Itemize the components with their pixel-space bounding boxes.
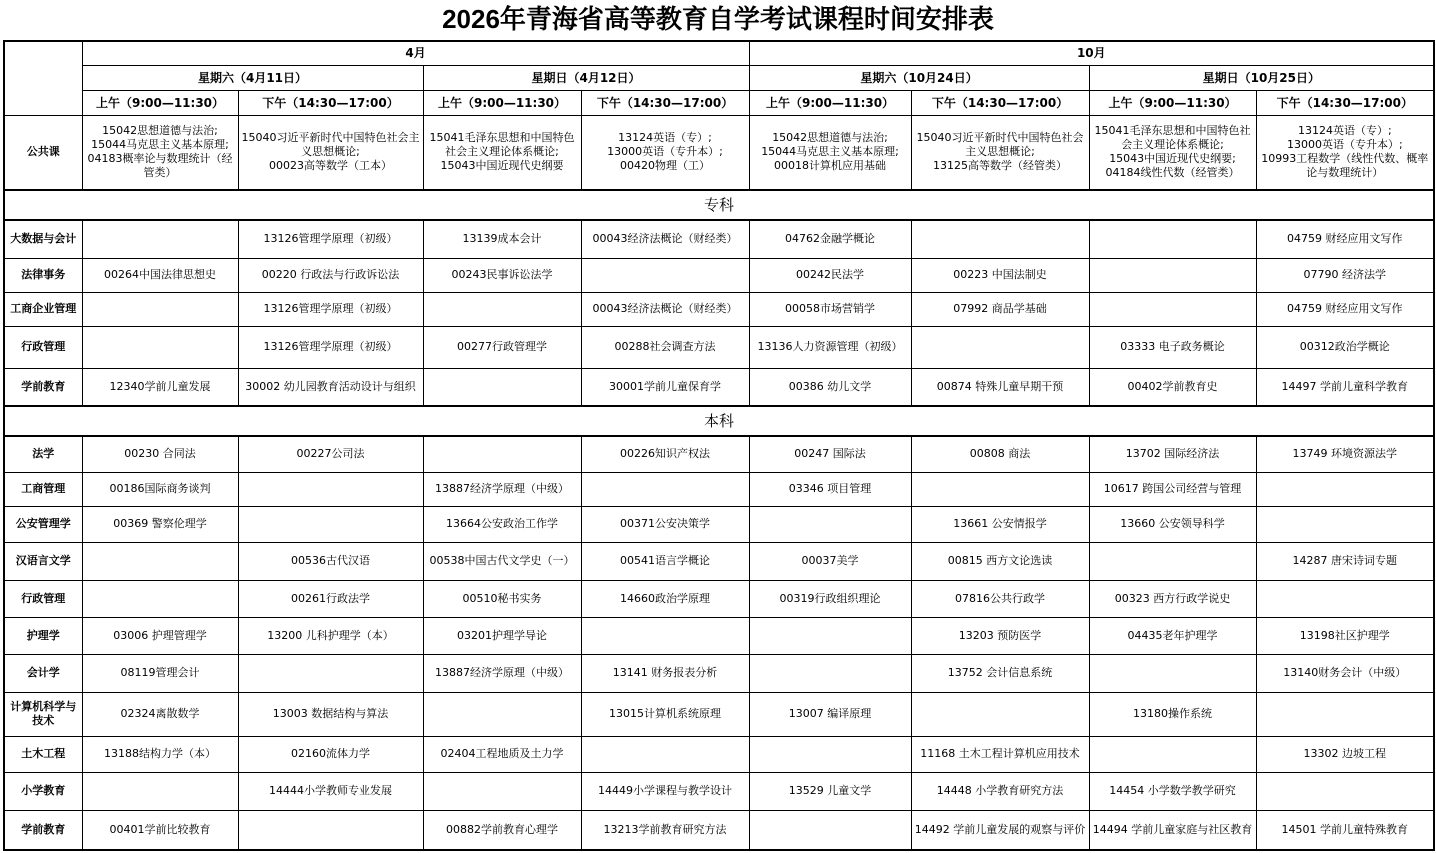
course-cell: 02160流体力学 xyxy=(238,736,423,772)
session-header: 下午（14:30—17:00） xyxy=(238,90,423,115)
course-cell: 07992 商品学基础 xyxy=(911,292,1089,326)
session-header: 上午（9:00—11:30） xyxy=(423,90,581,115)
session-header: 上午（9:00—11:30） xyxy=(749,90,911,115)
course-cell xyxy=(581,472,749,506)
course-cell xyxy=(1256,506,1434,542)
course-cell: 00037美学 xyxy=(749,542,911,580)
course-cell: 00227公司法 xyxy=(238,436,423,472)
course-cell: 13139成本会计 xyxy=(423,220,581,258)
exam-schedule-table xyxy=(3,40,1435,851)
course-cell: 00323 西方行政学说史 xyxy=(1089,580,1256,617)
table-row xyxy=(4,810,1434,850)
course-cell: 00815 西方文论选读 xyxy=(911,542,1089,580)
course-cell: 13749 环境资源法学 xyxy=(1256,436,1434,472)
course-cell: 13003 数据结构与算法 xyxy=(238,692,423,736)
course-cell: 13124英语（专）; 13000英语（专升本）; 00420物理（工） xyxy=(581,115,749,190)
course-cell xyxy=(82,542,238,580)
course-cell: 30002 幼儿园教育活动设计与组织 xyxy=(238,368,423,406)
day-header: 星期六（10月24日） xyxy=(749,65,1089,90)
row-label: 工商企业管理 xyxy=(4,292,82,326)
course-cell xyxy=(238,506,423,542)
section-header xyxy=(4,406,1434,436)
row-label: 公共课 xyxy=(4,115,82,190)
course-cell: 00402学前教育史 xyxy=(1089,368,1256,406)
table-row xyxy=(4,736,1434,772)
course-cell xyxy=(1089,542,1256,580)
session-header: 上午（9:00—11:30） xyxy=(82,90,238,115)
course-cell: 03333 电子政务概论 xyxy=(1089,326,1256,368)
course-cell: 00288社会调查方法 xyxy=(581,326,749,368)
row-label: 行政管理 xyxy=(4,326,82,368)
row-label: 大数据与会计 xyxy=(4,220,82,258)
course-cell: 15040习近平新时代中国特色社会主义思想概论; 00023高等数学（工本） xyxy=(238,115,423,190)
course-cell xyxy=(238,472,423,506)
course-cell: 13126管理学原理（初级） xyxy=(238,326,423,368)
course-cell: 00264中国法律思想史 xyxy=(82,258,238,292)
course-cell: 15041毛泽东思想和中国特色社会主义理论体系概论; 15043中国近现代史纲要 xyxy=(423,115,581,190)
row-label: 计算机科学与技术 xyxy=(4,692,82,736)
table-row xyxy=(4,220,1434,258)
course-cell: 00319行政组织理论 xyxy=(749,580,911,617)
course-cell: 13664公安政治工作学 xyxy=(423,506,581,542)
course-cell xyxy=(581,617,749,654)
course-cell: 04762金融学概论 xyxy=(749,220,911,258)
course-cell: 00808 商法 xyxy=(911,436,1089,472)
course-cell: 00242民法学 xyxy=(749,258,911,292)
course-cell xyxy=(423,436,581,472)
row-label: 学前教育 xyxy=(4,810,82,850)
course-cell: 13136人力资源管理（初级） xyxy=(749,326,911,368)
course-cell: 00043经济法概论（财经类） xyxy=(581,220,749,258)
table-row-public xyxy=(4,115,1434,190)
course-cell: 14449小学课程与教学设计 xyxy=(581,772,749,810)
course-cell xyxy=(82,580,238,617)
course-cell: 00043经济法概论（财经类） xyxy=(581,292,749,326)
course-cell: 15042思想道德与法治; 15044马克思主义基本原理; 00018计算机应用基础 xyxy=(749,115,911,190)
course-cell: 13126管理学原理（初级） xyxy=(238,220,423,258)
session-header: 下午（14:30—17:00） xyxy=(911,90,1089,115)
corner-cell xyxy=(4,41,82,115)
table-row xyxy=(4,542,1434,580)
course-cell: 00401学前比较教育 xyxy=(82,810,238,850)
course-cell xyxy=(423,772,581,810)
course-cell: 08119管理会计 xyxy=(82,654,238,692)
course-cell: 15042思想道德与法治; 15044马克思主义基本原理; 04183概率论与数理统计（经管类） xyxy=(82,115,238,190)
course-cell: 30001学前儿童保育学 xyxy=(581,368,749,406)
course-cell xyxy=(911,472,1089,506)
table-row xyxy=(4,472,1434,506)
row-label: 土木工程 xyxy=(4,736,82,772)
course-cell: 12340学前儿童发展 xyxy=(82,368,238,406)
course-cell: 13660 公安领导科学 xyxy=(1089,506,1256,542)
course-cell: 14497 学前儿童科学教育 xyxy=(1256,368,1434,406)
month-header: 4月 xyxy=(82,41,749,65)
section-title: 本科 xyxy=(4,406,1434,436)
row-label: 行政管理 xyxy=(4,580,82,617)
course-cell xyxy=(238,810,423,850)
course-cell: 13887经济学原理（中级） xyxy=(423,654,581,692)
section-header xyxy=(4,190,1434,220)
course-cell xyxy=(1256,772,1434,810)
course-cell: 00312政治学概论 xyxy=(1256,326,1434,368)
course-cell: 00874 特殊儿童早期干预 xyxy=(911,368,1089,406)
row-label: 公安管理学 xyxy=(4,506,82,542)
row-label: 会计学 xyxy=(4,654,82,692)
course-cell xyxy=(1256,472,1434,506)
row-label: 护理学 xyxy=(4,617,82,654)
row-label: 工商管理 xyxy=(4,472,82,506)
course-cell: 00277行政管理学 xyxy=(423,326,581,368)
course-cell xyxy=(1089,736,1256,772)
course-cell xyxy=(1256,580,1434,617)
course-cell: 13198社区护理学 xyxy=(1256,617,1434,654)
course-cell: 13015计算机系统原理 xyxy=(581,692,749,736)
course-cell: 14287 唐宋诗词专题 xyxy=(1256,542,1434,580)
course-cell: 13188结构力学（本） xyxy=(82,736,238,772)
course-cell: 14454 小学数学教学研究 xyxy=(1089,772,1256,810)
course-cell: 14501 学前儿童特殊教育 xyxy=(1256,810,1434,850)
table-row xyxy=(4,692,1434,736)
row-label: 小学教育 xyxy=(4,772,82,810)
session-header: 上午（9:00—11:30） xyxy=(1089,90,1256,115)
table-row xyxy=(4,326,1434,368)
course-cell: 13141 财务报表分析 xyxy=(581,654,749,692)
course-cell: 13126管理学原理（初级） xyxy=(238,292,423,326)
table-row xyxy=(4,617,1434,654)
course-cell: 00541语言学概论 xyxy=(581,542,749,580)
session-header: 下午（14:30—17:00） xyxy=(581,90,749,115)
course-cell: 00386 幼儿文学 xyxy=(749,368,911,406)
course-cell xyxy=(423,692,581,736)
course-cell: 14494 学前儿童家庭与社区教育 xyxy=(1089,810,1256,850)
row-label: 汉语言文学 xyxy=(4,542,82,580)
course-cell: 14660政治学原理 xyxy=(581,580,749,617)
table-row xyxy=(4,258,1434,292)
course-cell: 15041毛泽东思想和中国特色社会主义理论体系概论; 15043中国近现代史纲要; 04184线性代数（经管类） xyxy=(1089,115,1256,190)
course-cell: 04759 财经应用文写作 xyxy=(1256,292,1434,326)
course-cell: 00247 国际法 xyxy=(749,436,911,472)
table-row xyxy=(4,292,1434,326)
course-cell: 14492 学前儿童发展的观察与评价 xyxy=(911,810,1089,850)
course-cell xyxy=(238,654,423,692)
course-cell: 00220 行政法与行政诉讼法 xyxy=(238,258,423,292)
day-header: 星期日（10月25日） xyxy=(1089,65,1434,90)
course-cell xyxy=(423,368,581,406)
course-cell xyxy=(581,736,749,772)
course-cell: 13887经济学原理（中级） xyxy=(423,472,581,506)
course-cell: 07816公共行政学 xyxy=(911,580,1089,617)
course-cell: 07790 经济法学 xyxy=(1256,258,1434,292)
course-cell xyxy=(82,220,238,258)
course-cell xyxy=(82,772,238,810)
course-cell: 14448 小学教育研究方法 xyxy=(911,772,1089,810)
section-title: 专科 xyxy=(4,190,1434,220)
row-label: 学前教育 xyxy=(4,368,82,406)
course-cell xyxy=(749,617,911,654)
course-cell: 03006 护理管理学 xyxy=(82,617,238,654)
course-cell: 00882学前教育心理学 xyxy=(423,810,581,850)
course-cell xyxy=(1089,220,1256,258)
table-row xyxy=(4,772,1434,810)
course-cell: 03346 项目管理 xyxy=(749,472,911,506)
course-cell: 13702 国际经济法 xyxy=(1089,436,1256,472)
course-cell: 13752 会计信息系统 xyxy=(911,654,1089,692)
course-cell: 04759 财经应用文写作 xyxy=(1256,220,1434,258)
course-cell: 13661 公安情报学 xyxy=(911,506,1089,542)
course-cell xyxy=(749,810,911,850)
table-row xyxy=(4,506,1434,542)
course-cell: 15040习近平新时代中国特色社会主义思想概论; 13125高等数学（经管类） xyxy=(911,115,1089,190)
course-cell xyxy=(911,692,1089,736)
course-cell: 00369 警察伦理学 xyxy=(82,506,238,542)
course-cell xyxy=(1256,692,1434,736)
course-cell: 00536古代汉语 xyxy=(238,542,423,580)
table-row xyxy=(4,580,1434,617)
course-cell: 00261行政法学 xyxy=(238,580,423,617)
course-cell: 13200 儿科护理学（本） xyxy=(238,617,423,654)
table-row xyxy=(4,654,1434,692)
row-label: 法律事务 xyxy=(4,258,82,292)
day-header: 星期六（4月11日） xyxy=(82,65,423,90)
course-cell: 00226知识产权法 xyxy=(581,436,749,472)
course-cell: 14444小学教师专业发展 xyxy=(238,772,423,810)
course-cell xyxy=(1089,258,1256,292)
course-cell: 04435老年护理学 xyxy=(1089,617,1256,654)
course-cell: 13007 编译原理 xyxy=(749,692,911,736)
course-cell xyxy=(1089,292,1256,326)
course-cell: 00230 合同法 xyxy=(82,436,238,472)
course-cell: 00058市场营销学 xyxy=(749,292,911,326)
course-cell: 13203 预防医学 xyxy=(911,617,1089,654)
table-row xyxy=(4,436,1434,472)
course-cell: 13140财务会计（中级） xyxy=(1256,654,1434,692)
course-cell: 00510秘书实务 xyxy=(423,580,581,617)
course-cell: 11168 土木工程计算机应用技术 xyxy=(911,736,1089,772)
course-cell: 10617 跨国公司经营与管理 xyxy=(1089,472,1256,506)
course-cell xyxy=(749,736,911,772)
course-cell xyxy=(423,292,581,326)
course-cell: 02324离散数学 xyxy=(82,692,238,736)
page-title: 2026年青海省高等教育自学考试课程时间安排表 xyxy=(442,4,994,34)
course-cell: 02404工程地质及土力学 xyxy=(423,736,581,772)
course-cell: 00223 中国法制史 xyxy=(911,258,1089,292)
course-cell xyxy=(82,326,238,368)
course-cell: 00371公安决策学 xyxy=(581,506,749,542)
course-cell: 00243民事诉讼法学 xyxy=(423,258,581,292)
course-cell xyxy=(82,292,238,326)
course-cell: 13124英语（专）; 13000英语（专升本）; 10993工程数学（线性代数、概率论与数理统计） xyxy=(1256,115,1434,190)
course-cell: 03201护理学导论 xyxy=(423,617,581,654)
course-cell xyxy=(911,326,1089,368)
course-cell: 00186国际商务谈判 xyxy=(82,472,238,506)
course-cell: 00538中国古代文学史（一） xyxy=(423,542,581,580)
course-cell: 13213学前教育研究方法 xyxy=(581,810,749,850)
session-header: 下午（14:30—17:00） xyxy=(1256,90,1434,115)
course-cell xyxy=(749,506,911,542)
course-cell xyxy=(911,220,1089,258)
course-cell xyxy=(1089,654,1256,692)
course-cell: 13529 儿童文学 xyxy=(749,772,911,810)
course-cell: 13180操作系统 xyxy=(1089,692,1256,736)
row-label: 法学 xyxy=(4,436,82,472)
course-cell xyxy=(581,258,749,292)
month-header: 10月 xyxy=(749,41,1434,65)
course-cell: 13302 边坡工程 xyxy=(1256,736,1434,772)
table-row xyxy=(4,368,1434,406)
day-header: 星期日（4月12日） xyxy=(423,65,749,90)
course-cell xyxy=(749,654,911,692)
